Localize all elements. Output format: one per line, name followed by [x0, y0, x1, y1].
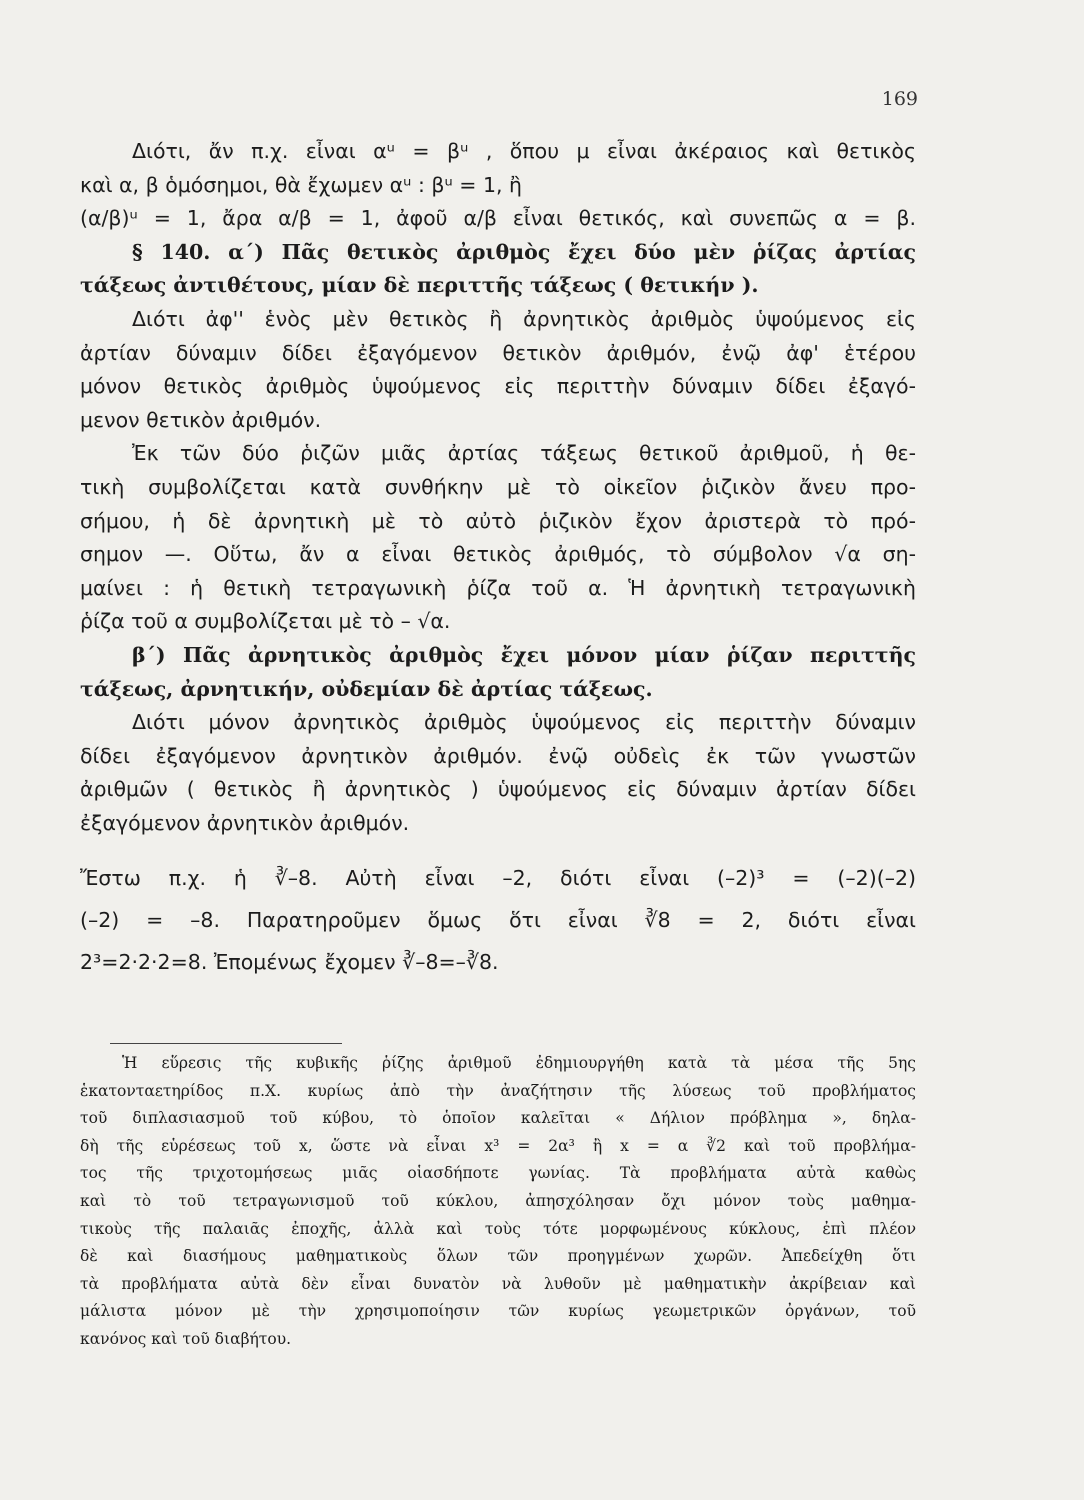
- text-line: μαίνει : ἡ θετικὴ τετραγωνικὴ ῥίζα τοῦ α. Ἡ ἀρνητικὴ τετραγωνικὴ: [80, 575, 916, 600]
- section-heading: τάξεως, ἀρνητικήν, οὐδεμίαν δὲ ἀρτίας τάξεως.: [80, 676, 653, 701]
- example-line: Ἔστω π.χ. ἡ ∛–8. Αὐτὴ εἶναι –2, διότι εἶναι (–2)³ = (–2)(–2): [80, 866, 916, 891]
- text-line: ἀρτίαν δύναμιν δίδει ἐξαγόμενον θετικὸν ἀριθμόν, ἐνῷ ἀφ' ἑτέρου: [80, 340, 916, 365]
- footnote-line: Ἡ εὕρεσις τῆς κυβικῆς ῥίζης ἀριθμοῦ ἐδημιουργήθη κατὰ τὰ μέσα τῆς 5ης: [122, 1054, 916, 1072]
- section-heading: § 140. α΄) Πᾶς θετικὸς ἀριθμὸς ἔχει δύο μὲν ῥίζας ἀρτίας: [132, 239, 916, 264]
- footnote-line: τὰ προβλήματα αὐτὰ δὲν εἶναι δυνατὸν νὰ λυθοῦν μὲ μαθηματικὴν ἀκρίβειαν καὶ: [80, 1274, 916, 1293]
- text-line: σημον —. Οὕτω, ἄν α εἶναι θετικὸς ἀριθμός, τὸ σύμβολον √α ση-: [80, 542, 916, 567]
- text-line: ἀριθμῶν ( θετικὸς ἢ ἀρνητικὸς ) ὑψούμενος εἰς δύναμιν ἀρτίαν δίδει: [80, 777, 916, 802]
- text-line: δίδει ἐξαγόμενον ἀρνητικὸν ἀριθμόν. ἐνῷ οὐδεὶς ἐκ τῶν γνωστῶν: [80, 743, 916, 768]
- section-heading: β΄) Πᾶς ἀρνητικὸς ἀριθμὸς ἔχει μόνον μίαν ῥίζαν περιττῆς: [132, 642, 916, 667]
- section-heading: τάξεως ἀντιθέτους, μίαν δὲ περιττῆς τάξεως ( θετικήν ).: [80, 273, 759, 298]
- footnote-line: τικοὺς τῆς παλαιᾶς ἐποχῆς, ἀλλὰ καὶ τοὺς τότε μορφωμένους κύκλους, ἐπὶ πλέον: [80, 1219, 916, 1238]
- text-line: μόνον θετικὸς ἀριθμὸς ὑψούμενος εἰς περιττὴν δύναμιν δίδει ἐξαγό-: [80, 374, 916, 399]
- footnote-divider: [110, 1043, 342, 1044]
- footnote-line: τοῦ διπλασιασμοῦ τοῦ κύβου, τὸ ὁποῖον καλεῖται « Δήλιον πρόβλημα », δηλα-: [80, 1109, 916, 1128]
- text-line: μενον θετικὸν ἀριθμόν.: [80, 407, 322, 432]
- text-line: ἐξαγόμενον ἀρνητικὸν ἀριθμόν.: [80, 810, 410, 835]
- text-line: Διότι, ἄν π.χ. εἶναι αᵘ = βᵘ , ὅπου μ εἶναι ἀκέραιος καὶ θετικὸς: [132, 139, 916, 163]
- footnote-line: τος τῆς τριχοτομήσεως μιᾶς οἱασδήποτε γωνίας. Τὰ προβλήματα αὐτὰ καθὼς: [80, 1164, 916, 1183]
- text-line: τικὴ συμβολίζεται κατὰ συνθήκην μὲ τὸ οἰκεῖον ῥιζικὸν ἄνευ προ-: [80, 474, 916, 499]
- text-line: σήμου, ἡ δὲ ἀρνητικὴ μὲ τὸ αὐτὸ ῥιζικὸν ἔχον ἀριστερὰ τὸ πρό-: [80, 508, 916, 533]
- example-line: (–2) = –8. Παρατηροῦμεν ὅμως ὅτι εἶναι ∛8 = 2, διότι εἶναι: [80, 908, 916, 933]
- formula-line: (α/β)ᵘ = 1, ἄρα α/β = 1, ἀφοῦ α/β εἶναι θετικός, καὶ συνεπῶς α = β.: [80, 206, 916, 231]
- footnote-line: κανόνος καὶ τοῦ διαβήτου.: [80, 1329, 292, 1348]
- footnote-line: δὲ καὶ διασήμους μαθηματικοὺς ὅλων τῶν προηγμένων χωρῶν. Ἀπεδείχθη ὅτι: [80, 1247, 916, 1266]
- main-text: [80, 135, 916, 979]
- text-line: Διότι ἀφ'' ἑνὸς μὲν θετικὸς ἢ ἀρνητικὸς ἀριθμὸς ὑψούμενος εἰς: [132, 306, 916, 331]
- text-line: καὶ α, β ὁμόσημοι, θὰ ἔχωμεν αᵘ : βᵘ = 1, ἢ: [80, 172, 523, 197]
- page-number: 169: [881, 88, 918, 110]
- example-line: 2³=2·2·2=8. Ἐπομένως ἔχομεν ∛–8=–∛8.: [80, 949, 499, 974]
- text-line: Ἐκ τῶν δύο ῥιζῶν μιᾶς ἀρτίας τάξεως θετικοῦ ἀριθμοῦ, ἡ θε-: [132, 441, 916, 466]
- footnote: [80, 1050, 916, 1354]
- text-line: Διότι μόνον ἀρνητικὸς ἀριθμὸς ὑψούμενος εἰς περιττὴν δύναμιν: [132, 710, 916, 735]
- text-line: ῥίζα τοῦ α συμβολίζεται μὲ τὸ – √α.: [80, 609, 451, 634]
- footnote-line: καὶ τὸ τοῦ τετραγωνισμοῦ τοῦ κύκλου, ἀπησχόλησαν ὄχι μόνον τοὺς μαθημα-: [80, 1191, 916, 1210]
- footnote-line: μάλιστα μόνον μὲ τὴν χρησιμοποίησιν τῶν κυρίως γεωμετρικῶν ὀργάνων, τοῦ: [80, 1302, 916, 1321]
- footnote-line: δὴ τῆς εὑρέσεως τοῦ x, ὥστε νὰ εἶναι x³ = 2α³ ἢ x = α ∛2 καὶ τοῦ προβλήμα-: [80, 1136, 916, 1155]
- footnote-line: ἑκατονταετηρίδος π.Χ. κυρίως ἀπὸ τὴν ἀναζήτησιν τῆς λύσεως τοῦ προβλήματος: [80, 1081, 916, 1100]
